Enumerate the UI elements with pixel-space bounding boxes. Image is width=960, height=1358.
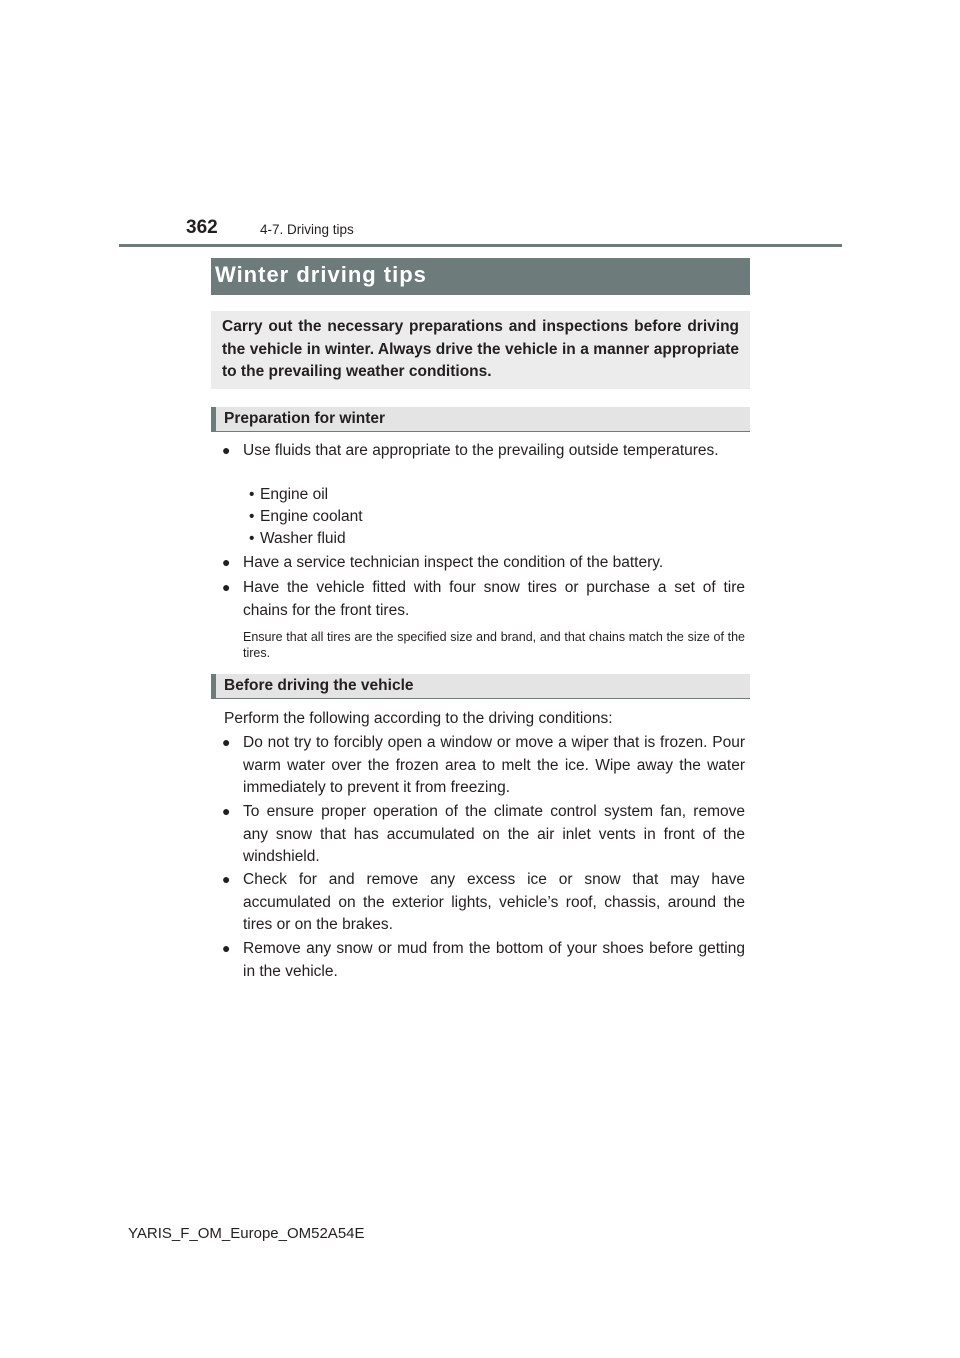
bullet-icon: ● <box>222 554 231 570</box>
page-number: 362 <box>186 217 218 238</box>
bullet-icon: ● <box>222 871 231 887</box>
page-title: Winter driving tips <box>215 262 427 287</box>
sub-bullet-icon: • <box>249 530 255 547</box>
bullet-icon: ● <box>222 940 231 956</box>
list-item: Do not try to forcibly open a window or move a wiper that is frozen. Pour warm water over the frozen area to melt the ice. Wipe away the water immediately to prevent it from freezing. <box>243 734 745 796</box>
section-label: 4-7. Driving tips <box>260 222 354 237</box>
sub-list-item: Engine oil <box>260 486 329 503</box>
list-item: Have a service technician inspect the condition of the battery. <box>243 554 664 571</box>
list-item: Use fluids that are appropriate to the prevailing outside temperatures. <box>243 442 719 459</box>
subheading-preparation: Preparation for winter <box>224 410 386 427</box>
list-item: Remove any snow or mud from the bottom of your shoes before getting in the vehicle. <box>243 940 745 980</box>
bullet-icon: ● <box>222 579 231 595</box>
list-item: Have the vehicle fitted with four snow tires or purchase a set of tire chains for the front tires. <box>243 579 745 619</box>
subheading-before-driving: Before driving the vehicle <box>224 677 414 694</box>
note-text: Ensure that all tires are the specified size and brand, and that chains match the size of the tires. <box>243 630 745 660</box>
bullet-icon: ● <box>222 442 231 458</box>
header-divider <box>119 244 842 247</box>
list-item: To ensure proper operation of the climate control system fan, remove any snow that has accumulated on the air inlet vents in front of the windshield. <box>243 803 745 865</box>
sub-list-item: Engine coolant <box>260 508 363 525</box>
sub-bullet-icon: • <box>249 486 255 503</box>
sub-bullet-icon: • <box>249 508 255 525</box>
bullet-icon: ● <box>222 734 231 750</box>
sub-list-item: Washer fluid <box>260 530 346 547</box>
list-item: Check for and remove any excess ice or snow that may have accumulated on the exterior lights, vehicle’s roof, chassis, around the tires or on the brakes. <box>243 871 745 933</box>
section-intro-text: Perform the following according to the driving conditions: <box>224 710 613 727</box>
document-footer: YARIS_F_OM_Europe_OM52A54E <box>128 1225 365 1242</box>
bullet-icon: ● <box>222 803 231 819</box>
intro-text: Carry out the necessary preparations and inspections before driving the vehicle in winter. Always drive the vehicle in a manner appropriate to the prevailing weather conditions. <box>222 318 739 380</box>
